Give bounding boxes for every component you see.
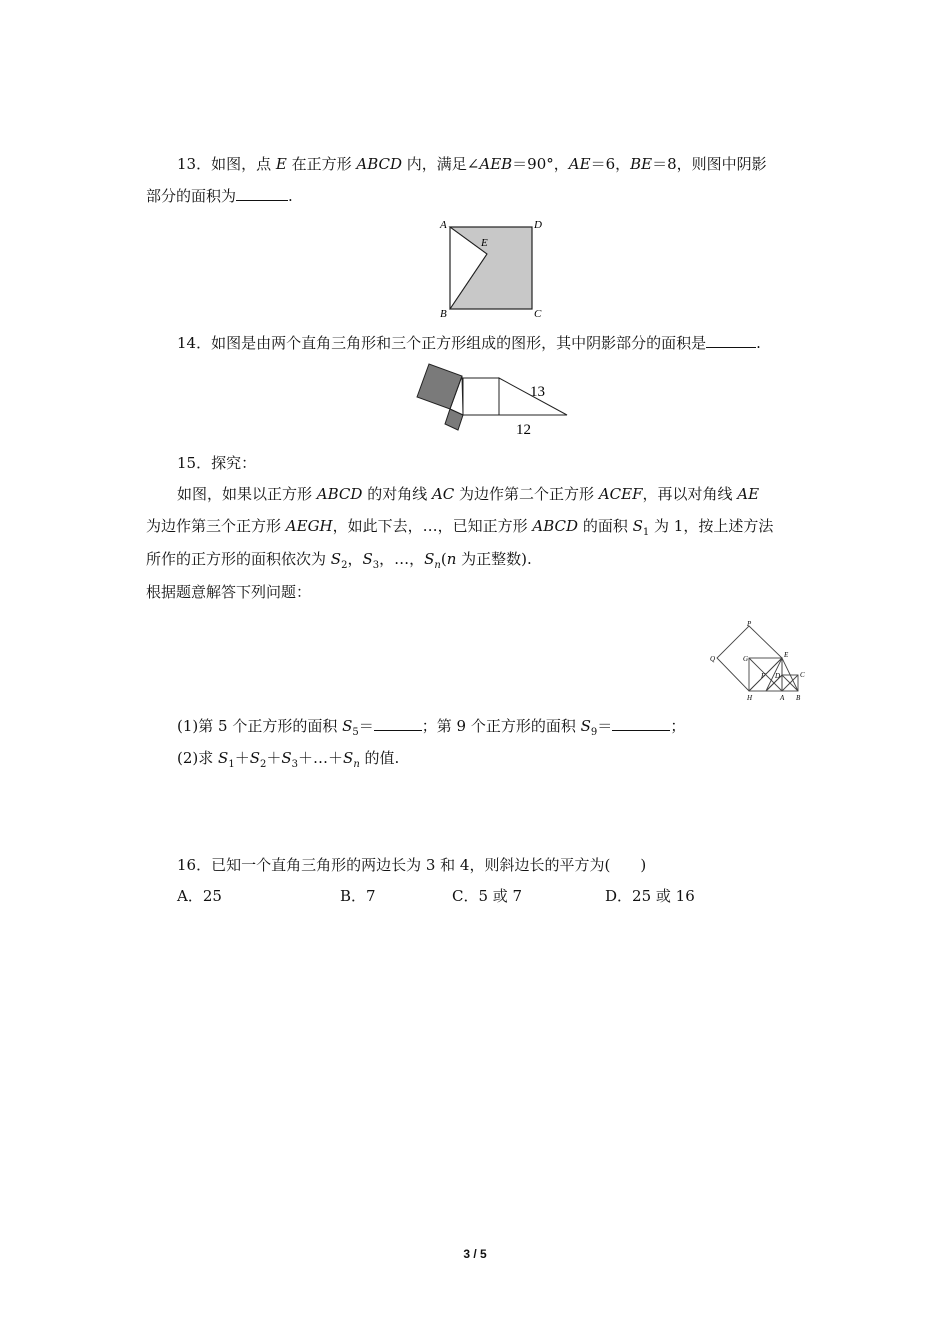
q14-large-shaded-square [417, 364, 462, 409]
q15-figure [708, 620, 812, 704]
q14-label-12: 12 [516, 422, 531, 438]
q16-option-c[interactable]: C．5 或 7 [452, 887, 523, 905]
answer-blank[interactable] [706, 333, 756, 348]
q15-label-c: C [800, 671, 805, 679]
q13-figure [436, 216, 548, 320]
q15-paragraph-line3: 所作的正方形的面积依次为 $S_2$，$S_3$，…，$S_n(n$ 为正整数). [146, 550, 532, 571]
q15-label-f: F [761, 672, 766, 680]
q14-line1: 14．如图是由两个直角三角形和三个正方形组成的图形，其中阴影部分的面积是 . [177, 334, 761, 352]
q13-label-d: D [534, 219, 542, 231]
q15-label-h: H [747, 694, 753, 702]
q13-label-a: A [440, 219, 447, 231]
q13-label-e: E [481, 237, 488, 249]
answer-blank-s9[interactable] [612, 716, 670, 731]
q15-prompt: 根据题意解答下列问题： [146, 583, 312, 601]
q15-title: 15．探究： [177, 454, 257, 472]
q13-line2: 部分的面积为 . [146, 187, 293, 205]
q15-paragraph-line2: 为边作第三个正方形 AEGH，如此下去，…，已知正方形 ABCD 的面积 $S_1$ 为 1，按上述方法 [146, 517, 774, 538]
answer-blank[interactable] [236, 186, 288, 201]
q13-shaded-region [450, 227, 532, 309]
q14-middle-square [463, 378, 499, 415]
q16-option-d[interactable]: D．25 或 16 [605, 887, 695, 905]
q14-small-shaded-square [445, 409, 463, 430]
q15-label-g: G [743, 655, 749, 663]
q15-subquestion-1: (1)第 5 个正方形的面积 $S_5=$ ；第 9 个正方形的面积 $S_9=$ ； [177, 717, 686, 738]
q15-subquestion-2: (2)求 $S_1+S_2+S_3+\dots+S_n$ 的值. [177, 749, 400, 770]
q13-label-c: C [534, 308, 542, 320]
q16-question: 16．已知一个直角三角形的两边长为 3 和 4，则斜边长的平方为( ) [177, 856, 647, 874]
q13-label-b: B [440, 308, 447, 320]
q13-line1: 13．如图，点 E 在正方形 ABCD 内，满足∠AEB＝90°，AE＝6，BE＝8，则图中阴影 [177, 155, 767, 173]
q15-label-d: D [775, 672, 781, 680]
q15-label-p: P [747, 620, 752, 628]
q15-paragraph-line1: 如图，如果以正方形 ABCD 的对角线 AC 为边作第二个正方形 ACEF，再以对角线 AE [177, 485, 760, 503]
q16-option-b[interactable]: B．7 [340, 887, 376, 905]
q15-label-q: Q [710, 655, 716, 663]
q15-label-a: A [780, 694, 785, 702]
q16-option-a[interactable]: A．25 [177, 887, 222, 905]
q14-figure [412, 360, 572, 438]
q13-number: 13． [177, 155, 212, 173]
page-number: 3 / 5 [463, 1247, 487, 1261]
q15-label-b: B [796, 694, 801, 702]
answer-blank-s5[interactable] [374, 716, 422, 731]
q14-label-13: 13 [530, 384, 545, 400]
q15-label-e: E [784, 651, 789, 659]
